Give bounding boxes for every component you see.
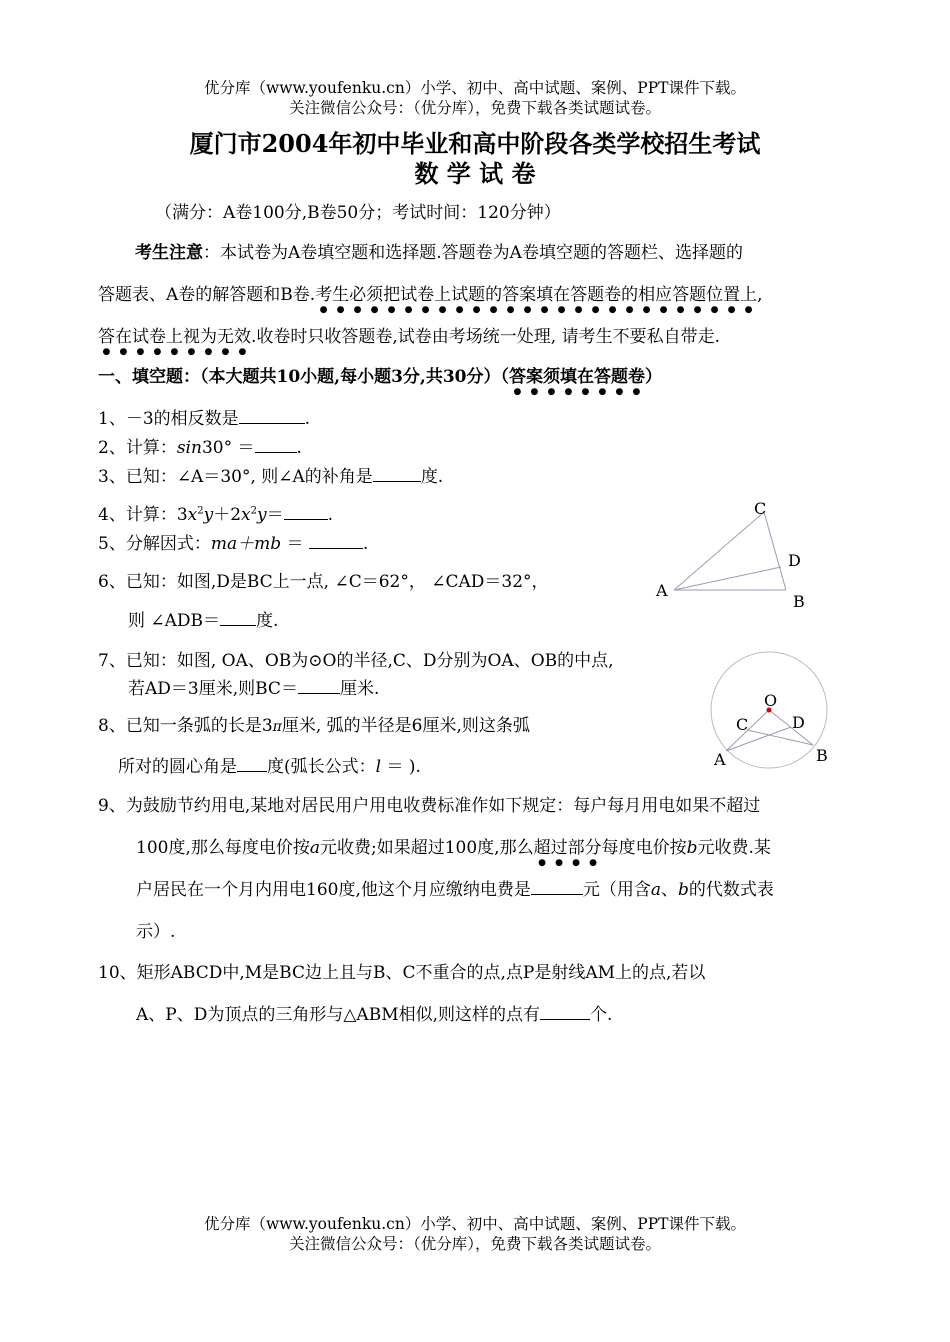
label-a: A	[714, 750, 726, 769]
label-c: C	[736, 715, 749, 734]
question-9: 9、为鼓励节约用电,某地对居民用户用电收费标准作如下规定：每户每月用电如果不超过	[98, 796, 761, 816]
answer-blank	[540, 1003, 590, 1020]
notice-line-1: 考生注意：本试卷为A卷填空题和选择题.答题卷为A卷填空题的答题栏、选择题的	[135, 243, 743, 263]
answer-blank	[373, 465, 421, 482]
circle-figure	[700, 648, 840, 778]
label-b: B	[793, 592, 805, 611]
question-9-line-4: 示）.	[136, 922, 176, 942]
question-4: 4、计算：$3x^2y+2x^2y=$ .	[98, 505, 334, 525]
question-9-line-2: 100度,那么每度电价按a元收费;如果超过100度,那么超过部分每度电价按b元收费.某	[136, 838, 771, 858]
exam-title: 厦门市2004年初中毕业和高中阶段各类学校招生考试	[189, 129, 761, 158]
question-1: 1、－3的相反数是 .	[98, 409, 311, 429]
question-10: 10、矩形ABCD中,M是BC边上且与B、C不重合的点,点P是射线AM上的点,若以	[98, 963, 706, 983]
exam-meta: （满分：A卷100分,B卷50分；考试时间：120分钟）	[155, 203, 561, 223]
question-7-cont: 若AD＝3厘米,则BC＝ 厘米.	[128, 679, 380, 699]
segment-ad	[674, 567, 781, 590]
answer-blank	[298, 677, 340, 694]
question-8: 8、已知一条弧的长是3π厘米, 弧的半径是6厘米,则这条弧	[98, 716, 530, 736]
header-line-2: 关注微信公众号：（优分库），免费下载各类试题试卷。	[288, 99, 661, 117]
question-8-cont: 所对的圆心角是 度(弧长公式：l ＝ ).	[118, 757, 421, 777]
footer-line-2: 关注微信公众号：（优分库），免费下载各类试题试卷。	[288, 1235, 661, 1253]
answer-blank	[531, 878, 583, 895]
answer-blank	[284, 503, 328, 520]
notice-line-2: 答题表、A卷的解答题和B卷.考生必须把试卷上试题的答案填在答题卷的相应答题位置上,	[98, 285, 763, 305]
label-c: C	[754, 499, 767, 518]
question-9-line-3: 户居民在一个月内用电160度,他这个月应缴纳电费是 元（用含a、b的代数式表	[136, 880, 774, 900]
question-6-cont: 则 ∠ADB＝ 度.	[128, 611, 279, 631]
answer-blank	[239, 407, 305, 424]
answer-blank	[309, 532, 363, 549]
question-7: 7、已知：如图, OA、OB为⊙O的半径,C、D分别为OA、OB的中点,	[98, 651, 614, 671]
answer-blank	[237, 755, 267, 772]
section-heading: 一、填空题：（本大题共10小题,每小题3分,共30分）（答案须填在答题卷）	[98, 367, 662, 387]
exam-subtitle: 数 学 试 卷	[414, 159, 536, 188]
question-10-cont: A、P、D为顶点的三角形与△ABM相似,则这样的点有 个.	[136, 1005, 613, 1025]
segment-cb	[764, 512, 786, 590]
answer-blank	[255, 436, 297, 453]
segment-ac	[674, 512, 764, 590]
label-o: O	[764, 691, 778, 710]
header-line-1: 优分库（www.youfenku.cn）小学、初中、高中试题、案例、PPT课件下载。	[203, 79, 747, 97]
question-2: 2、计算：sin30° ＝ .	[98, 438, 302, 458]
label-a: A	[656, 581, 668, 600]
question-6: 6、已知：如图,D是BC上一点, ∠C＝62°， ∠CAD＝32°，	[98, 572, 549, 592]
label-d: D	[788, 551, 801, 570]
notice-label: 考生注意	[135, 243, 203, 263]
notice-line-3: 答在试卷上视为无效.收卷时只收答题卷,试卷由考场统一处理, 请考生不要私自带走.	[98, 327, 721, 347]
question-3: 3、已知：∠A＝30°, 则∠A的补角是 度.	[98, 467, 444, 487]
footer-line-1: 优分库（www.youfenku.cn）小学、初中、高中试题、案例、PPT课件下载。	[203, 1215, 747, 1233]
label-d: D	[792, 713, 805, 732]
question-5: 5、分解因式：ma＋mb ＝ .	[98, 534, 369, 554]
label-b: B	[816, 746, 828, 765]
answer-blank	[220, 609, 256, 626]
triangle-figure	[640, 490, 820, 615]
